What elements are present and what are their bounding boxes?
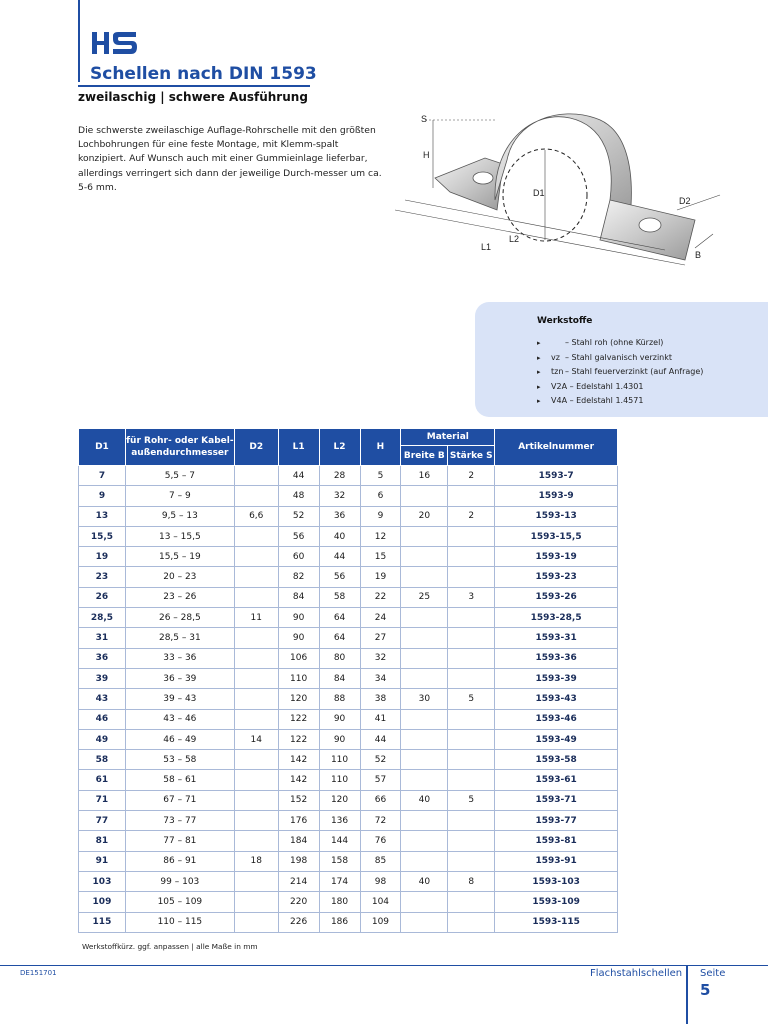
cell-l1: 120 bbox=[278, 689, 319, 709]
label-s: S bbox=[421, 114, 428, 124]
cell-article: 1593-103 bbox=[495, 871, 618, 891]
cell-breite bbox=[401, 709, 448, 729]
label-l1: L1 bbox=[481, 242, 492, 252]
table-body bbox=[79, 466, 618, 933]
cell-l1: 82 bbox=[278, 567, 319, 587]
cell-article: 1593-81 bbox=[495, 831, 618, 851]
cell-staerke bbox=[448, 628, 495, 648]
cell-l1: 226 bbox=[278, 912, 319, 932]
header-material: Material bbox=[401, 429, 495, 446]
cell-l2: 90 bbox=[319, 729, 360, 749]
table-row bbox=[79, 831, 618, 851]
cell-d1: 103 bbox=[79, 871, 126, 891]
cell-d1: 71 bbox=[79, 790, 126, 810]
materials-panel bbox=[475, 302, 768, 417]
cell-l1: 90 bbox=[278, 628, 319, 648]
footer-category: Flachstahlschellen bbox=[590, 968, 683, 979]
product-description: Die schwerste zweilaschige Auflage-Rohrschelle mit den größten Lochbohrungen für eine feste Montage, mit Klemm-spalt konzipiert. Auf Wunsch auch mit einer Gummieinlage lieferbar, allerdings verringert sich dann der jeweilige Durch-messer um ca. 5-6 mm. bbox=[78, 125, 382, 193]
cell-staerke bbox=[448, 709, 495, 729]
cell-l2: 88 bbox=[319, 689, 360, 709]
bullet-arrow-icon: ▸ bbox=[537, 353, 541, 362]
table-row bbox=[79, 628, 618, 648]
material-item: ▸ V2A – Edelstahl 1.4301 bbox=[537, 380, 703, 395]
cell-article: 1593-77 bbox=[495, 811, 618, 831]
header-outer-diameter: für Rohr- oder Kabel-außendurchmesser bbox=[125, 429, 234, 466]
cell-article: 1593-115 bbox=[495, 912, 618, 932]
cell-breite bbox=[401, 851, 448, 871]
table-row bbox=[79, 790, 618, 810]
bullet-arrow-icon: ▸ bbox=[537, 339, 541, 347]
cell-d1: 49 bbox=[79, 729, 126, 749]
cell-h: 109 bbox=[360, 912, 401, 932]
cell-breite bbox=[401, 648, 448, 668]
cell-l1: 48 bbox=[278, 486, 319, 506]
header-article: Artikelnummer bbox=[495, 429, 618, 466]
cell-article: 1593-71 bbox=[495, 790, 618, 810]
cell-h: 38 bbox=[360, 689, 401, 709]
cell-article: 1593-39 bbox=[495, 668, 618, 688]
bullet-arrow-icon: ▸ bbox=[537, 397, 541, 406]
cell-outer-range: 7 – 9 bbox=[125, 486, 234, 506]
left-accent-line bbox=[78, 0, 80, 82]
cell-l2: 64 bbox=[319, 608, 360, 628]
footer-accent-line bbox=[686, 966, 688, 1024]
cell-l1: 84 bbox=[278, 587, 319, 607]
cell-h: 104 bbox=[360, 892, 401, 912]
cell-l1: 142 bbox=[278, 750, 319, 770]
cell-h: 66 bbox=[360, 790, 401, 810]
cell-article: 1593-46 bbox=[495, 709, 618, 729]
header-breite: Breite B bbox=[401, 446, 448, 466]
cell-l1: 60 bbox=[278, 547, 319, 567]
cell-h: 44 bbox=[360, 729, 401, 749]
cell-d1: 81 bbox=[79, 831, 126, 851]
cell-l1: 214 bbox=[278, 871, 319, 891]
cell-article: 1593-109 bbox=[495, 892, 618, 912]
cell-breite bbox=[401, 668, 448, 688]
label-d2: D2 bbox=[679, 196, 691, 206]
cell-h: 9 bbox=[360, 506, 401, 526]
cell-h: 98 bbox=[360, 871, 401, 891]
label-b: B bbox=[695, 250, 702, 260]
cell-outer-range: 39 – 43 bbox=[125, 689, 234, 709]
cell-h: 57 bbox=[360, 770, 401, 790]
table-row bbox=[79, 608, 618, 628]
cell-d2: 11 bbox=[234, 608, 278, 628]
cell-staerke bbox=[448, 526, 495, 546]
cell-d2 bbox=[234, 587, 278, 607]
cell-l1: 152 bbox=[278, 790, 319, 810]
cell-staerke bbox=[448, 668, 495, 688]
label-h: H bbox=[423, 150, 430, 160]
cell-breite bbox=[401, 770, 448, 790]
cell-outer-range: 36 – 39 bbox=[125, 668, 234, 688]
cell-staerke bbox=[448, 608, 495, 628]
cell-article: 1593-7 bbox=[495, 466, 618, 486]
cell-h: 22 bbox=[360, 587, 401, 607]
table-row bbox=[79, 892, 618, 912]
page-subtitle: zweilaschig | schwere Ausführung bbox=[78, 90, 308, 104]
cell-d1: 15,5 bbox=[79, 526, 126, 546]
cell-staerke bbox=[448, 892, 495, 912]
cell-staerke: 5 bbox=[448, 689, 495, 709]
header-h: H bbox=[360, 429, 401, 466]
table-row bbox=[79, 486, 618, 506]
header-staerke: Stärke S bbox=[448, 446, 495, 466]
cell-d1: 91 bbox=[79, 851, 126, 871]
cell-d1: 19 bbox=[79, 547, 126, 567]
cell-staerke: 8 bbox=[448, 871, 495, 891]
cell-staerke bbox=[448, 750, 495, 770]
cell-outer-range: 99 – 103 bbox=[125, 871, 234, 891]
cell-article: 1593-49 bbox=[495, 729, 618, 749]
cell-staerke bbox=[448, 547, 495, 567]
bullet-arrow-icon: ▸ bbox=[537, 382, 541, 391]
cell-d2 bbox=[234, 912, 278, 932]
cell-l1: 122 bbox=[278, 729, 319, 749]
cell-l2: 90 bbox=[319, 709, 360, 729]
table-row bbox=[79, 709, 618, 729]
label-d1: D1 bbox=[533, 188, 545, 198]
cell-d2 bbox=[234, 567, 278, 587]
cell-article: 1593-43 bbox=[495, 689, 618, 709]
cell-l2: 84 bbox=[319, 668, 360, 688]
cell-d2 bbox=[234, 526, 278, 546]
table-row bbox=[79, 851, 618, 871]
cell-article: 1593-26 bbox=[495, 587, 618, 607]
table-row bbox=[79, 506, 618, 526]
cell-breite bbox=[401, 547, 448, 567]
cell-l2: 56 bbox=[319, 567, 360, 587]
cell-breite bbox=[401, 608, 448, 628]
cell-outer-range: 23 – 26 bbox=[125, 587, 234, 607]
cell-d1: 26 bbox=[79, 587, 126, 607]
cell-d1: 7 bbox=[79, 466, 126, 486]
cell-l2: 186 bbox=[319, 912, 360, 932]
materials-heading: Werkstoffe bbox=[537, 316, 593, 326]
cell-h: 27 bbox=[360, 628, 401, 648]
cell-staerke bbox=[448, 831, 495, 851]
cell-h: 72 bbox=[360, 811, 401, 831]
cell-outer-range: 58 – 61 bbox=[125, 770, 234, 790]
cell-l2: 110 bbox=[319, 750, 360, 770]
table-row bbox=[79, 668, 618, 688]
cell-outer-range: 15,5 – 19 bbox=[125, 547, 234, 567]
bullet-arrow-icon: ▸ bbox=[537, 368, 541, 377]
cell-d1: 39 bbox=[79, 668, 126, 688]
cell-d2 bbox=[234, 689, 278, 709]
table-row bbox=[79, 466, 618, 486]
cell-breite bbox=[401, 729, 448, 749]
table-row bbox=[79, 770, 618, 790]
cell-l1: 198 bbox=[278, 851, 319, 871]
cell-h: 19 bbox=[360, 567, 401, 587]
cell-d1: 31 bbox=[79, 628, 126, 648]
cell-article: 1593-61 bbox=[495, 770, 618, 790]
cell-outer-range: 46 – 49 bbox=[125, 729, 234, 749]
table-row bbox=[79, 729, 618, 749]
cell-l2: 64 bbox=[319, 628, 360, 648]
cell-staerke: 2 bbox=[448, 466, 495, 486]
cell-breite: 40 bbox=[401, 871, 448, 891]
table-row bbox=[79, 811, 618, 831]
cell-article: 1593-36 bbox=[495, 648, 618, 668]
cell-staerke: 2 bbox=[448, 506, 495, 526]
cell-d2 bbox=[234, 831, 278, 851]
table-row bbox=[79, 750, 618, 770]
hs-logo bbox=[92, 30, 138, 56]
title-underline bbox=[78, 85, 310, 87]
cell-outer-range: 67 – 71 bbox=[125, 790, 234, 810]
cell-l1: 184 bbox=[278, 831, 319, 851]
header-d2: D2 bbox=[234, 429, 278, 466]
cell-l1: 56 bbox=[278, 526, 319, 546]
cell-staerke bbox=[448, 811, 495, 831]
cell-article: 1593-23 bbox=[495, 567, 618, 587]
cell-outer-range: 5,5 – 7 bbox=[125, 466, 234, 486]
cell-l1: 142 bbox=[278, 770, 319, 790]
cell-article: 1593-19 bbox=[495, 547, 618, 567]
cell-outer-range: 77 – 81 bbox=[125, 831, 234, 851]
cell-d2 bbox=[234, 750, 278, 770]
table-row bbox=[79, 526, 618, 546]
cell-l2: 28 bbox=[319, 466, 360, 486]
cell-l1: 122 bbox=[278, 709, 319, 729]
cell-l2: 158 bbox=[319, 851, 360, 871]
cell-l2: 180 bbox=[319, 892, 360, 912]
table-row bbox=[79, 547, 618, 567]
footer-page-number: 5 bbox=[700, 981, 711, 999]
cell-h: 52 bbox=[360, 750, 401, 770]
cell-outer-range: 110 – 115 bbox=[125, 912, 234, 932]
cell-d1: 28,5 bbox=[79, 608, 126, 628]
header-d1: D1 bbox=[79, 429, 126, 466]
cell-l2: 110 bbox=[319, 770, 360, 790]
cell-l1: 106 bbox=[278, 648, 319, 668]
cell-d2: 18 bbox=[234, 851, 278, 871]
clamp-technical-drawing bbox=[395, 100, 740, 280]
cell-l2: 40 bbox=[319, 526, 360, 546]
footer-rule bbox=[0, 965, 768, 966]
cell-breite bbox=[401, 831, 448, 851]
cell-article: 1593-31 bbox=[495, 628, 618, 648]
footer-page-label: Seite bbox=[700, 968, 726, 979]
cell-h: 76 bbox=[360, 831, 401, 851]
cell-staerke: 3 bbox=[448, 587, 495, 607]
cell-l2: 136 bbox=[319, 811, 360, 831]
materials-list bbox=[537, 336, 703, 409]
cell-d2 bbox=[234, 892, 278, 912]
cell-d1: 61 bbox=[79, 770, 126, 790]
cell-l2: 36 bbox=[319, 506, 360, 526]
cell-d2 bbox=[234, 709, 278, 729]
cell-staerke bbox=[448, 486, 495, 506]
cell-breite bbox=[401, 750, 448, 770]
table-row bbox=[79, 567, 618, 587]
cell-outer-range: 20 – 23 bbox=[125, 567, 234, 587]
cell-d1: 109 bbox=[79, 892, 126, 912]
cell-l2: 120 bbox=[319, 790, 360, 810]
cell-breite: 40 bbox=[401, 790, 448, 810]
cell-d2: 14 bbox=[234, 729, 278, 749]
cell-l2: 44 bbox=[319, 547, 360, 567]
cell-outer-range: 105 – 109 bbox=[125, 892, 234, 912]
cell-h: 15 bbox=[360, 547, 401, 567]
cell-article: 1593-9 bbox=[495, 486, 618, 506]
cell-l2: 32 bbox=[319, 486, 360, 506]
cell-outer-range: 53 – 58 bbox=[125, 750, 234, 770]
cell-outer-range: 86 – 91 bbox=[125, 851, 234, 871]
cell-l2: 58 bbox=[319, 587, 360, 607]
cell-d2 bbox=[234, 811, 278, 831]
cell-d2 bbox=[234, 770, 278, 790]
table-row bbox=[79, 912, 618, 932]
cell-breite bbox=[401, 892, 448, 912]
cell-d2 bbox=[234, 648, 278, 668]
cell-h: 12 bbox=[360, 526, 401, 546]
cell-d1: 43 bbox=[79, 689, 126, 709]
cell-l1: 220 bbox=[278, 892, 319, 912]
cell-l2: 80 bbox=[319, 648, 360, 668]
cell-l2: 144 bbox=[319, 831, 360, 851]
cell-d2 bbox=[234, 871, 278, 891]
cell-breite: 25 bbox=[401, 587, 448, 607]
cell-l1: 110 bbox=[278, 668, 319, 688]
cell-l1: 90 bbox=[278, 608, 319, 628]
dimensions-table bbox=[78, 428, 618, 933]
cell-h: 85 bbox=[360, 851, 401, 871]
cell-breite: 30 bbox=[401, 689, 448, 709]
cell-l1: 52 bbox=[278, 506, 319, 526]
cell-d1: 36 bbox=[79, 648, 126, 668]
header-l2: L2 bbox=[319, 429, 360, 466]
cell-l2: 174 bbox=[319, 871, 360, 891]
cell-d1: 23 bbox=[79, 567, 126, 587]
cell-d2: 6,6 bbox=[234, 506, 278, 526]
cell-breite bbox=[401, 912, 448, 932]
cell-outer-range: 73 – 77 bbox=[125, 811, 234, 831]
table-row bbox=[79, 689, 618, 709]
cell-d1: 13 bbox=[79, 506, 126, 526]
cell-breite bbox=[401, 628, 448, 648]
cell-h: 34 bbox=[360, 668, 401, 688]
cell-d1: 77 bbox=[79, 811, 126, 831]
cell-d2 bbox=[234, 466, 278, 486]
cell-staerke bbox=[448, 912, 495, 932]
cell-article: 1593-58 bbox=[495, 750, 618, 770]
cell-breite bbox=[401, 526, 448, 546]
cell-h: 41 bbox=[360, 709, 401, 729]
cell-breite: 20 bbox=[401, 506, 448, 526]
cell-article: 1593-13 bbox=[495, 506, 618, 526]
cell-breite: 16 bbox=[401, 466, 448, 486]
cell-staerke bbox=[448, 770, 495, 790]
cell-staerke bbox=[448, 648, 495, 668]
cell-article: 1593-28,5 bbox=[495, 608, 618, 628]
material-item: ▸ vz – Stahl galvanisch verzinkt bbox=[537, 351, 703, 366]
material-item: ▸ – Stahl roh (ohne Kürzel) bbox=[537, 336, 703, 351]
cell-outer-range: 13 – 15,5 bbox=[125, 526, 234, 546]
cell-d2 bbox=[234, 790, 278, 810]
cell-breite bbox=[401, 567, 448, 587]
cell-d2 bbox=[234, 668, 278, 688]
cell-d1: 46 bbox=[79, 709, 126, 729]
cell-staerke bbox=[448, 729, 495, 749]
cell-h: 24 bbox=[360, 608, 401, 628]
material-item: ▸ V4A – Edelstahl 1.4571 bbox=[537, 394, 703, 409]
cell-outer-range: 26 – 28,5 bbox=[125, 608, 234, 628]
cell-breite bbox=[401, 486, 448, 506]
cell-outer-range: 28,5 – 31 bbox=[125, 628, 234, 648]
table-row bbox=[79, 648, 618, 668]
cell-staerke bbox=[448, 851, 495, 871]
cell-d1: 115 bbox=[79, 912, 126, 932]
cell-outer-range: 9,5 – 13 bbox=[125, 506, 234, 526]
footnote: Werkstoffkürz. ggf. anpassen | alle Maße in mm bbox=[82, 942, 258, 951]
cell-article: 1593-15,5 bbox=[495, 526, 618, 546]
cell-outer-range: 43 – 46 bbox=[125, 709, 234, 729]
material-item: ▸ tzn – Stahl feuerverzinkt (auf Anfrage) bbox=[537, 365, 703, 380]
cell-l1: 44 bbox=[278, 466, 319, 486]
cell-d2 bbox=[234, 486, 278, 506]
cell-d2 bbox=[234, 628, 278, 648]
cell-article: 1593-91 bbox=[495, 851, 618, 871]
label-l2: L2 bbox=[509, 234, 520, 244]
document-id: DE151701 bbox=[20, 969, 57, 977]
cell-staerke bbox=[448, 567, 495, 587]
cell-d2 bbox=[234, 547, 278, 567]
cell-staerke: 5 bbox=[448, 790, 495, 810]
cell-outer-range: 33 – 36 bbox=[125, 648, 234, 668]
cell-h: 6 bbox=[360, 486, 401, 506]
table-row bbox=[79, 871, 618, 891]
cell-d1: 9 bbox=[79, 486, 126, 506]
header-l1: L1 bbox=[278, 429, 319, 466]
cell-l1: 176 bbox=[278, 811, 319, 831]
cell-h: 32 bbox=[360, 648, 401, 668]
cell-breite bbox=[401, 811, 448, 831]
page-title: Schellen nach DIN 1593 bbox=[90, 64, 317, 84]
cell-d1: 58 bbox=[79, 750, 126, 770]
cell-h: 5 bbox=[360, 466, 401, 486]
table-row bbox=[79, 587, 618, 607]
